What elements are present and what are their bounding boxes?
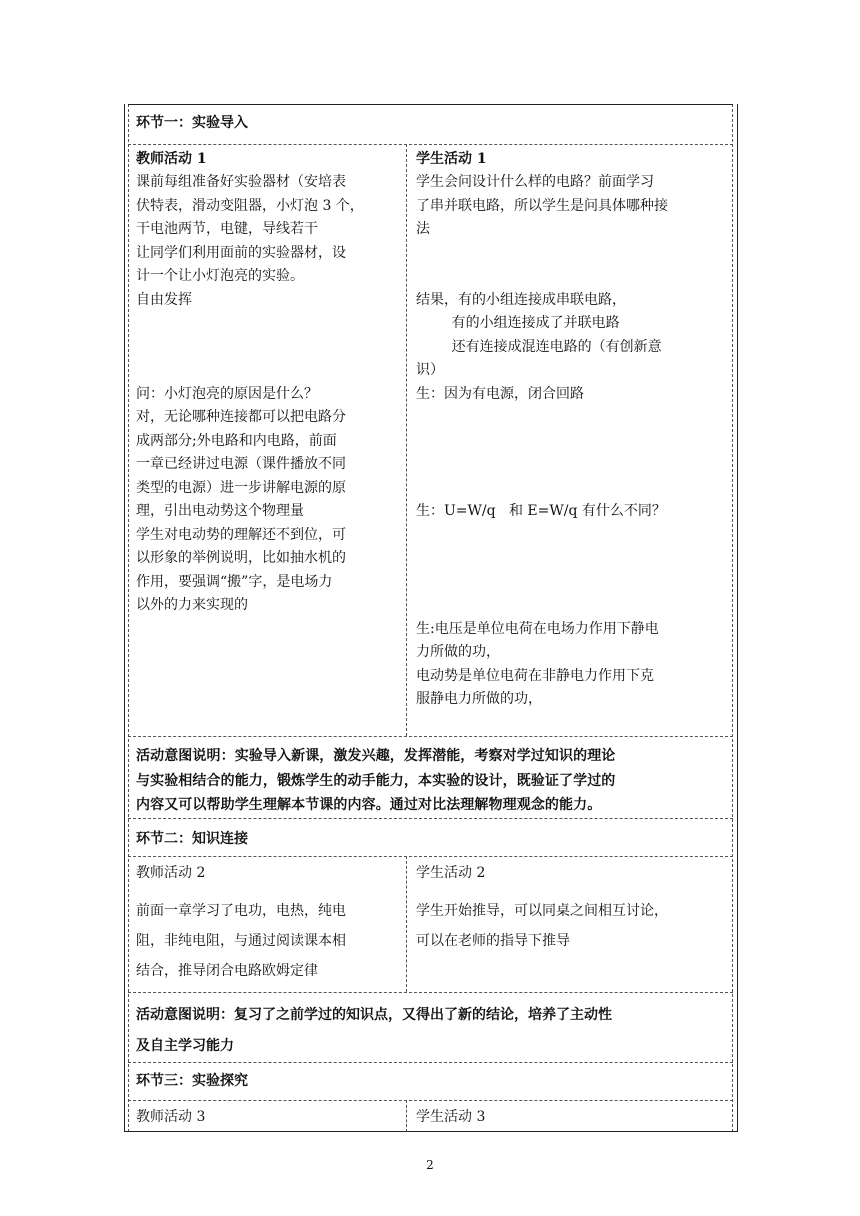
teacher-line: 理，引出电动势这个物理量	[136, 503, 304, 519]
student-line: 力所做的功，	[416, 644, 500, 660]
student-line: 服静电力所做的功，	[416, 691, 542, 707]
student-line	[416, 571, 728, 595]
student-line	[416, 477, 728, 501]
intent-line: 内容又可以帮助学生理解本节课的内容。通过对比法理解物理观念的能力。	[136, 797, 602, 813]
student-line: 法	[416, 221, 430, 237]
teacher-line: 以外的力来实现的	[136, 597, 248, 613]
teacher-line	[136, 312, 404, 336]
teacher-line: 以形象的举例说明，比如抽水机的	[136, 550, 346, 566]
teacher-line: 阻，非纯电阻，与通过阅读课本相	[136, 933, 346, 949]
teacher-line: 让同学们利用面前的实验器材，设	[136, 244, 346, 261]
teacher-line: 课前每组准备好实验器材（安培表	[136, 174, 346, 190]
teacher-line: 学生对电动势的理解还不到位，可	[136, 526, 346, 543]
student-line	[416, 594, 728, 618]
student-line	[416, 265, 728, 289]
section1-header: 环节一：实验导入	[136, 115, 248, 131]
teacher-activity-2-title: 教师活动 2	[136, 865, 206, 881]
activity-intent-1	[136, 744, 736, 818]
intent-line: 活动意图说明：复习了之前学过的知识点，又得出了新的结论，培养了主动性	[136, 1007, 612, 1023]
student-line: 生:电压是单位电荷在电场力作用下静电	[416, 620, 659, 637]
teacher-line: 干电池两节，电键，导线若干	[136, 221, 318, 237]
intent-line: 及自主学习能力	[136, 1038, 234, 1054]
teacher-activity-1-text	[136, 171, 404, 618]
student-line: 了串并联电路，所以学生是问具体哪种接	[416, 197, 668, 214]
student-line: 识）	[416, 362, 444, 378]
student-line	[416, 453, 728, 477]
teacher-line: 对，无论哪种连接都可以把电路分	[136, 409, 346, 425]
teacher-line: 类型的电源）进一步讲解电源的原	[136, 479, 346, 496]
student-line: 学生开始推导，可以同桌之间相互讨论，	[416, 903, 668, 919]
student-line: 结果，有的小组连接成串联电路，	[416, 291, 626, 308]
teacher-line: 伏特表，滑动变阻器，小灯泡 3 个，	[136, 197, 364, 214]
student-line	[416, 430, 728, 454]
student-line: 有的小组连接成了并联电路	[416, 315, 620, 331]
teacher-line: 问：小灯泡亮的原因是什么？	[136, 385, 318, 402]
teacher-activity-3-title: 教师活动 3	[136, 1109, 206, 1125]
student-activity-2-title: 学生活动 2	[416, 865, 486, 881]
activity-intent-2	[136, 1000, 736, 1062]
teacher-line: 成两部分;外电路和内电路，前面	[136, 432, 337, 449]
student-activity-1-text	[416, 171, 728, 712]
teacher-line	[136, 359, 404, 383]
intent-line: 活动意图说明：实验导入新课，激发兴趣，发挥潜能，考察对学过知识的理论	[136, 748, 616, 764]
page-number: 2	[426, 1158, 434, 1172]
section2-header: 环节二：知识连接	[136, 831, 248, 847]
student-line	[416, 524, 728, 548]
student-line: 学生会问设计什么样的电路？前面学习	[416, 174, 654, 190]
section3-header: 环节三：实验探究	[136, 1073, 248, 1089]
teacher-line: 计一个让小灯泡亮的实验。	[136, 268, 304, 284]
student-line: 可以在老师的指导下推导	[416, 933, 570, 949]
student-line	[416, 547, 728, 571]
student-activity-3-title: 学生活动 3	[416, 1109, 486, 1125]
teacher-line	[136, 336, 404, 360]
student-line: 还有连接成混连电路的（有创新意	[416, 338, 662, 355]
teacher-activity-1-title: 教师活动 1	[136, 151, 207, 167]
teacher-line: 前面一章学习了电功，电热，纯电	[136, 903, 346, 919]
student-activity-1-title: 学生活动 1	[416, 151, 487, 167]
teacher-line: 一章已经讲过电源（课件播放不同	[136, 456, 346, 472]
teacher-line: 自由发挥	[136, 291, 192, 308]
teacher-line: 作用，要强调“搬”字，是电场力	[136, 573, 333, 590]
intent-line: 与实验相结合的能力，锻炼学生的动手能力，本实验的设计，既验证了学过的	[136, 772, 616, 789]
lesson-table	[124, 104, 738, 1132]
student-line: 电动势是单位电荷在非静电力作用下克	[416, 667, 654, 684]
student-line	[416, 406, 728, 430]
teacher-activity-2-text	[136, 896, 404, 986]
student-activity-2-text	[416, 896, 728, 956]
student-line: 生：U=W/q 和 E=W/q 有什么不同？	[416, 503, 666, 519]
teacher-line: 结合，推导闭合电路欧姆定律	[136, 963, 318, 979]
student-line	[416, 242, 728, 266]
student-line: 生：因为有电源，闭合回路	[416, 385, 584, 402]
